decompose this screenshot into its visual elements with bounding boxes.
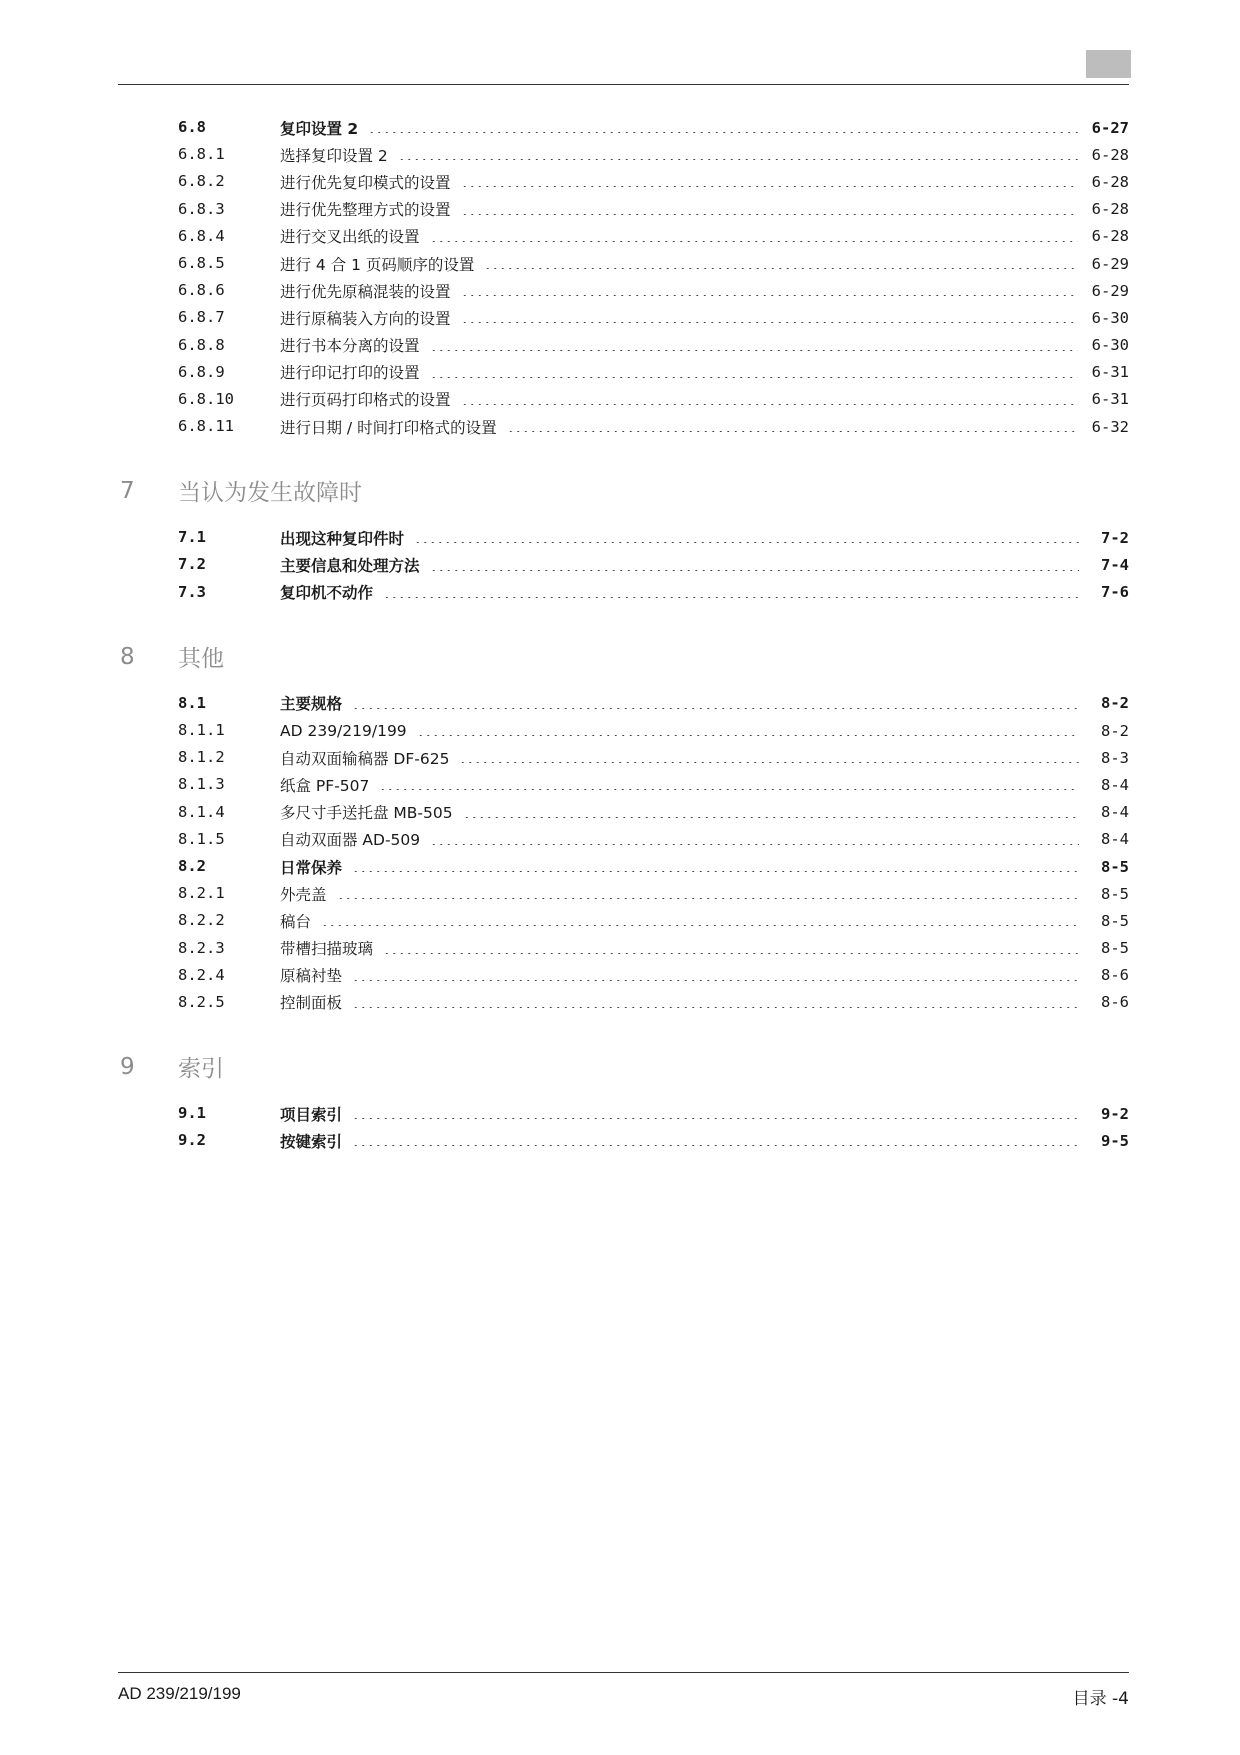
toc-entry-number: 6.8 bbox=[178, 118, 206, 136]
toc-entry[interactable] bbox=[118, 799, 1129, 826]
toc-entry-number: 6.8.6 bbox=[178, 281, 225, 300]
chapter-number: 9 bbox=[120, 1054, 135, 1081]
toc-entry[interactable] bbox=[118, 359, 1129, 386]
toc-entry-title[interactable]: 进行交叉出纸的设置 bbox=[280, 228, 420, 247]
toc-entry[interactable] bbox=[118, 332, 1129, 359]
toc-entry-number: 9.1 bbox=[178, 1104, 206, 1123]
toc-entry-page[interactable]: 8-2 bbox=[1101, 721, 1129, 740]
toc-entry[interactable] bbox=[118, 277, 1129, 304]
toc-entry-page[interactable]: 8-6 bbox=[1101, 966, 1129, 985]
dot-leader bbox=[430, 844, 1079, 845]
dot-leader bbox=[379, 789, 1079, 790]
toc-entry-number: 8.1.1 bbox=[178, 721, 225, 739]
toc-entry-title[interactable]: 控制面板 bbox=[280, 994, 343, 1013]
toc-entry-title[interactable]: 带槽扫描玻璃 bbox=[280, 940, 374, 959]
toc-entry-number: 6.8.9 bbox=[178, 362, 225, 381]
toc-entry-title[interactable]: 选择复印设置 2 bbox=[280, 146, 388, 165]
toc-entry-number: 6.8.4 bbox=[178, 226, 225, 245]
toc-entry-title[interactable]: 外壳盖 bbox=[280, 885, 327, 904]
toc-entry[interactable] bbox=[118, 304, 1129, 331]
toc-entry-page[interactable]: 6-28 bbox=[1091, 145, 1129, 164]
dot-leader bbox=[352, 980, 1079, 981]
dot-leader bbox=[414, 542, 1079, 543]
dot-leader bbox=[461, 186, 1078, 187]
footer-page-number: 目录 -4 bbox=[1072, 1689, 1129, 1709]
dot-leader bbox=[461, 404, 1078, 405]
toc-entry-page[interactable]: 6-28 bbox=[1091, 227, 1129, 246]
dot-leader bbox=[430, 350, 1078, 351]
footer-divider bbox=[118, 1672, 1129, 1673]
toc-entry[interactable] bbox=[118, 196, 1129, 223]
toc-entry[interactable] bbox=[118, 771, 1129, 798]
chapter-title: 索引 bbox=[178, 1056, 224, 1083]
toc-entry[interactable] bbox=[118, 907, 1129, 934]
toc-entry-page[interactable]: 6-31 bbox=[1091, 390, 1129, 409]
toc-entry[interactable] bbox=[118, 826, 1129, 853]
chapter-number: 7 bbox=[120, 478, 135, 505]
toc-entry-number: 7.1 bbox=[178, 528, 206, 547]
chapter-title: 其他 bbox=[178, 645, 224, 672]
dot-leader bbox=[368, 132, 1077, 133]
toc-entry-page[interactable]: 6-28 bbox=[1091, 172, 1129, 191]
toc-entry-number: 8.1 bbox=[178, 693, 206, 712]
toc-entry-page[interactable]: 6-30 bbox=[1091, 308, 1129, 327]
chapter-title: 当认为发生故障时 bbox=[178, 480, 362, 507]
toc-entry-number: 7.3 bbox=[178, 582, 206, 601]
toc-entry-number: 8.2 bbox=[178, 856, 206, 875]
toc-entry-number: 8.1.5 bbox=[178, 829, 225, 848]
toc-entry-number: 6.8.11 bbox=[178, 417, 234, 436]
toc-entry-page[interactable]: 8-2 bbox=[1101, 694, 1129, 713]
toc-entry-page[interactable]: 6-28 bbox=[1091, 200, 1129, 219]
toc-entry-page[interactable]: 8-4 bbox=[1101, 775, 1129, 794]
toc-entry-page[interactable]: 8-5 bbox=[1101, 939, 1129, 958]
toc-entry-title[interactable]: 出现这种复印件时 bbox=[280, 529, 405, 548]
dot-leader bbox=[459, 762, 1079, 763]
dot-leader bbox=[430, 570, 1079, 571]
toc-entry[interactable] bbox=[118, 524, 1129, 551]
toc-entry-page[interactable]: 6-29 bbox=[1091, 281, 1129, 300]
toc-entry-page[interactable]: 6-27 bbox=[1091, 118, 1129, 137]
toc-entry-page[interactable]: 6-30 bbox=[1091, 336, 1129, 355]
toc-entry-number: 8.2.1 bbox=[178, 884, 225, 903]
dot-leader bbox=[461, 214, 1078, 215]
toc-entry[interactable] bbox=[118, 114, 1129, 141]
toc-entry-number: 8.2.2 bbox=[178, 911, 225, 930]
toc-entry-number: 6.8.2 bbox=[178, 172, 225, 191]
toc-entry[interactable] bbox=[118, 989, 1129, 1016]
toc-entry-title[interactable]: 自动双面输稿器 DF-625 bbox=[280, 749, 450, 768]
dot-leader bbox=[417, 735, 1079, 736]
toc-entry[interactable] bbox=[118, 935, 1129, 962]
toc-entry-number: 6.8.5 bbox=[178, 253, 225, 272]
toc-entry-number: 6.8.7 bbox=[178, 308, 225, 327]
toc-entry-title[interactable]: 日常保养 bbox=[280, 858, 343, 877]
dot-leader bbox=[321, 925, 1079, 926]
toc-entry-title[interactable]: 自动双面器 AD-509 bbox=[280, 831, 421, 850]
toc-entry-title[interactable]: AD 239/219/199 bbox=[280, 721, 407, 740]
toc-entry-page[interactable]: 8-5 bbox=[1101, 884, 1129, 903]
toc-entry-title[interactable]: 进行优先原稿混装的设置 bbox=[280, 282, 451, 301]
dot-leader bbox=[383, 953, 1079, 954]
toc-entry[interactable] bbox=[118, 1100, 1129, 1127]
toc-entry-page[interactable]: 8-5 bbox=[1101, 857, 1129, 876]
toc-entry-number: 8.2.4 bbox=[178, 965, 225, 984]
toc-entry[interactable] bbox=[118, 962, 1129, 989]
toc-entry[interactable] bbox=[118, 413, 1129, 440]
toc-entry-number: 6.8.10 bbox=[178, 389, 234, 408]
toc-entry-title[interactable]: 稿台 bbox=[280, 912, 312, 931]
toc-entry[interactable] bbox=[118, 1127, 1129, 1154]
toc-entry-title[interactable]: 按键索引 bbox=[280, 1132, 343, 1151]
toc-entry-page[interactable]: 7-6 bbox=[1101, 583, 1129, 602]
toc-entry[interactable] bbox=[118, 250, 1129, 277]
toc-entry-title[interactable]: 多尺寸手送托盘 MB-505 bbox=[280, 804, 453, 823]
toc-entry-page[interactable]: 8-4 bbox=[1101, 803, 1129, 822]
toc-entry-title[interactable]: 复印设置 2 bbox=[280, 119, 359, 138]
toc-entry[interactable] bbox=[118, 386, 1129, 413]
footer-model: AD 239/219/199 bbox=[118, 1684, 241, 1703]
chapter-number: 8 bbox=[120, 643, 135, 670]
dot-leader bbox=[352, 1118, 1079, 1119]
dot-leader bbox=[352, 708, 1079, 709]
toc-entry-number: 8.2.5 bbox=[178, 992, 225, 1011]
toc-entry-title[interactable]: 主要规格 bbox=[280, 695, 343, 714]
toc-entry[interactable] bbox=[118, 880, 1129, 907]
dot-leader bbox=[352, 1145, 1079, 1146]
toc-entry[interactable] bbox=[118, 717, 1129, 744]
toc-entry-title[interactable]: 复印机不动作 bbox=[280, 584, 374, 603]
toc-entry[interactable] bbox=[118, 551, 1129, 578]
toc-entry-number: 9.2 bbox=[178, 1131, 206, 1150]
toc-entry-number: 6.8.8 bbox=[178, 335, 225, 354]
toc-entry[interactable] bbox=[118, 223, 1129, 250]
toc-entry-title[interactable]: 进行印记打印的设置 bbox=[280, 364, 420, 383]
dot-leader bbox=[352, 1007, 1079, 1008]
toc-entry-page[interactable]: 9-2 bbox=[1101, 1104, 1129, 1123]
toc-entry-page[interactable]: 9-5 bbox=[1101, 1131, 1129, 1150]
toc-entry-page[interactable]: 8-6 bbox=[1101, 993, 1129, 1012]
toc-entry-page[interactable]: 6-31 bbox=[1091, 363, 1129, 382]
chapter-heading bbox=[118, 470, 1129, 510]
chapter-heading bbox=[118, 636, 1129, 676]
toc-entry-number: 7.2 bbox=[178, 555, 206, 574]
dot-leader bbox=[337, 898, 1079, 899]
toc-entry-title[interactable]: 原稿衬垫 bbox=[280, 967, 343, 986]
toc-entry-page[interactable]: 7-4 bbox=[1101, 556, 1129, 575]
chapter-heading bbox=[118, 1046, 1129, 1086]
dot-leader bbox=[430, 241, 1078, 242]
toc-entry[interactable] bbox=[118, 853, 1129, 880]
chapter-tab-marker bbox=[1086, 50, 1131, 78]
toc-entry[interactable] bbox=[118, 744, 1129, 771]
toc-entry-number: 8.1.2 bbox=[178, 748, 225, 767]
toc-entry-number: 8.2.3 bbox=[178, 938, 225, 957]
toc-entry-title[interactable]: 进行书本分离的设置 bbox=[280, 337, 420, 356]
toc-entry-page[interactable]: 8-3 bbox=[1101, 748, 1129, 767]
toc-entry-number: 6.8.3 bbox=[178, 199, 225, 218]
toc-entry-page[interactable]: 6-32 bbox=[1091, 417, 1129, 436]
toc-entry-number: 8.1.4 bbox=[178, 802, 225, 821]
toc-entry[interactable] bbox=[118, 579, 1129, 606]
toc-entry-title[interactable]: 项目索引 bbox=[280, 1105, 343, 1124]
table-of-contents bbox=[118, 114, 1129, 1154]
toc-entry-page[interactable]: 8-4 bbox=[1101, 830, 1129, 849]
toc-entry-number: 8.1.3 bbox=[178, 775, 225, 794]
toc-entry[interactable] bbox=[118, 690, 1129, 717]
toc-entry[interactable] bbox=[118, 168, 1129, 195]
dot-leader bbox=[484, 268, 1077, 269]
toc-entry-title[interactable]: 进行 4 合 1 页码顺序的设置 bbox=[280, 255, 475, 274]
dot-leader bbox=[398, 159, 1078, 160]
dot-leader bbox=[463, 817, 1079, 818]
toc-entry-title[interactable]: 进行优先整理方式的设置 bbox=[280, 201, 451, 220]
dot-leader bbox=[507, 431, 1078, 432]
toc-entry[interactable] bbox=[118, 141, 1129, 168]
toc-entry-title[interactable]: 进行原稿装入方向的设置 bbox=[280, 309, 451, 328]
dot-leader bbox=[461, 295, 1078, 296]
dot-leader bbox=[383, 597, 1079, 598]
toc-entry-page[interactable]: 8-5 bbox=[1101, 911, 1129, 930]
dot-leader bbox=[461, 322, 1078, 323]
toc-entry-number: 6.8.1 bbox=[178, 145, 225, 164]
dot-leader bbox=[352, 871, 1079, 872]
toc-entry-title[interactable]: 进行优先复印模式的设置 bbox=[280, 173, 451, 192]
header-divider bbox=[118, 84, 1129, 85]
dot-leader bbox=[430, 377, 1078, 378]
toc-entry-page[interactable]: 7-2 bbox=[1101, 528, 1129, 547]
toc-entry-title[interactable]: 进行页码打印格式的设置 bbox=[280, 391, 451, 410]
toc-entry-title[interactable]: 进行日期 / 时间打印格式的设置 bbox=[280, 418, 497, 437]
toc-entry-page[interactable]: 6-29 bbox=[1091, 254, 1129, 273]
toc-entry-title[interactable]: 纸盒 PF-507 bbox=[280, 776, 370, 795]
toc-entry-title[interactable]: 主要信息和处理方法 bbox=[280, 557, 420, 576]
